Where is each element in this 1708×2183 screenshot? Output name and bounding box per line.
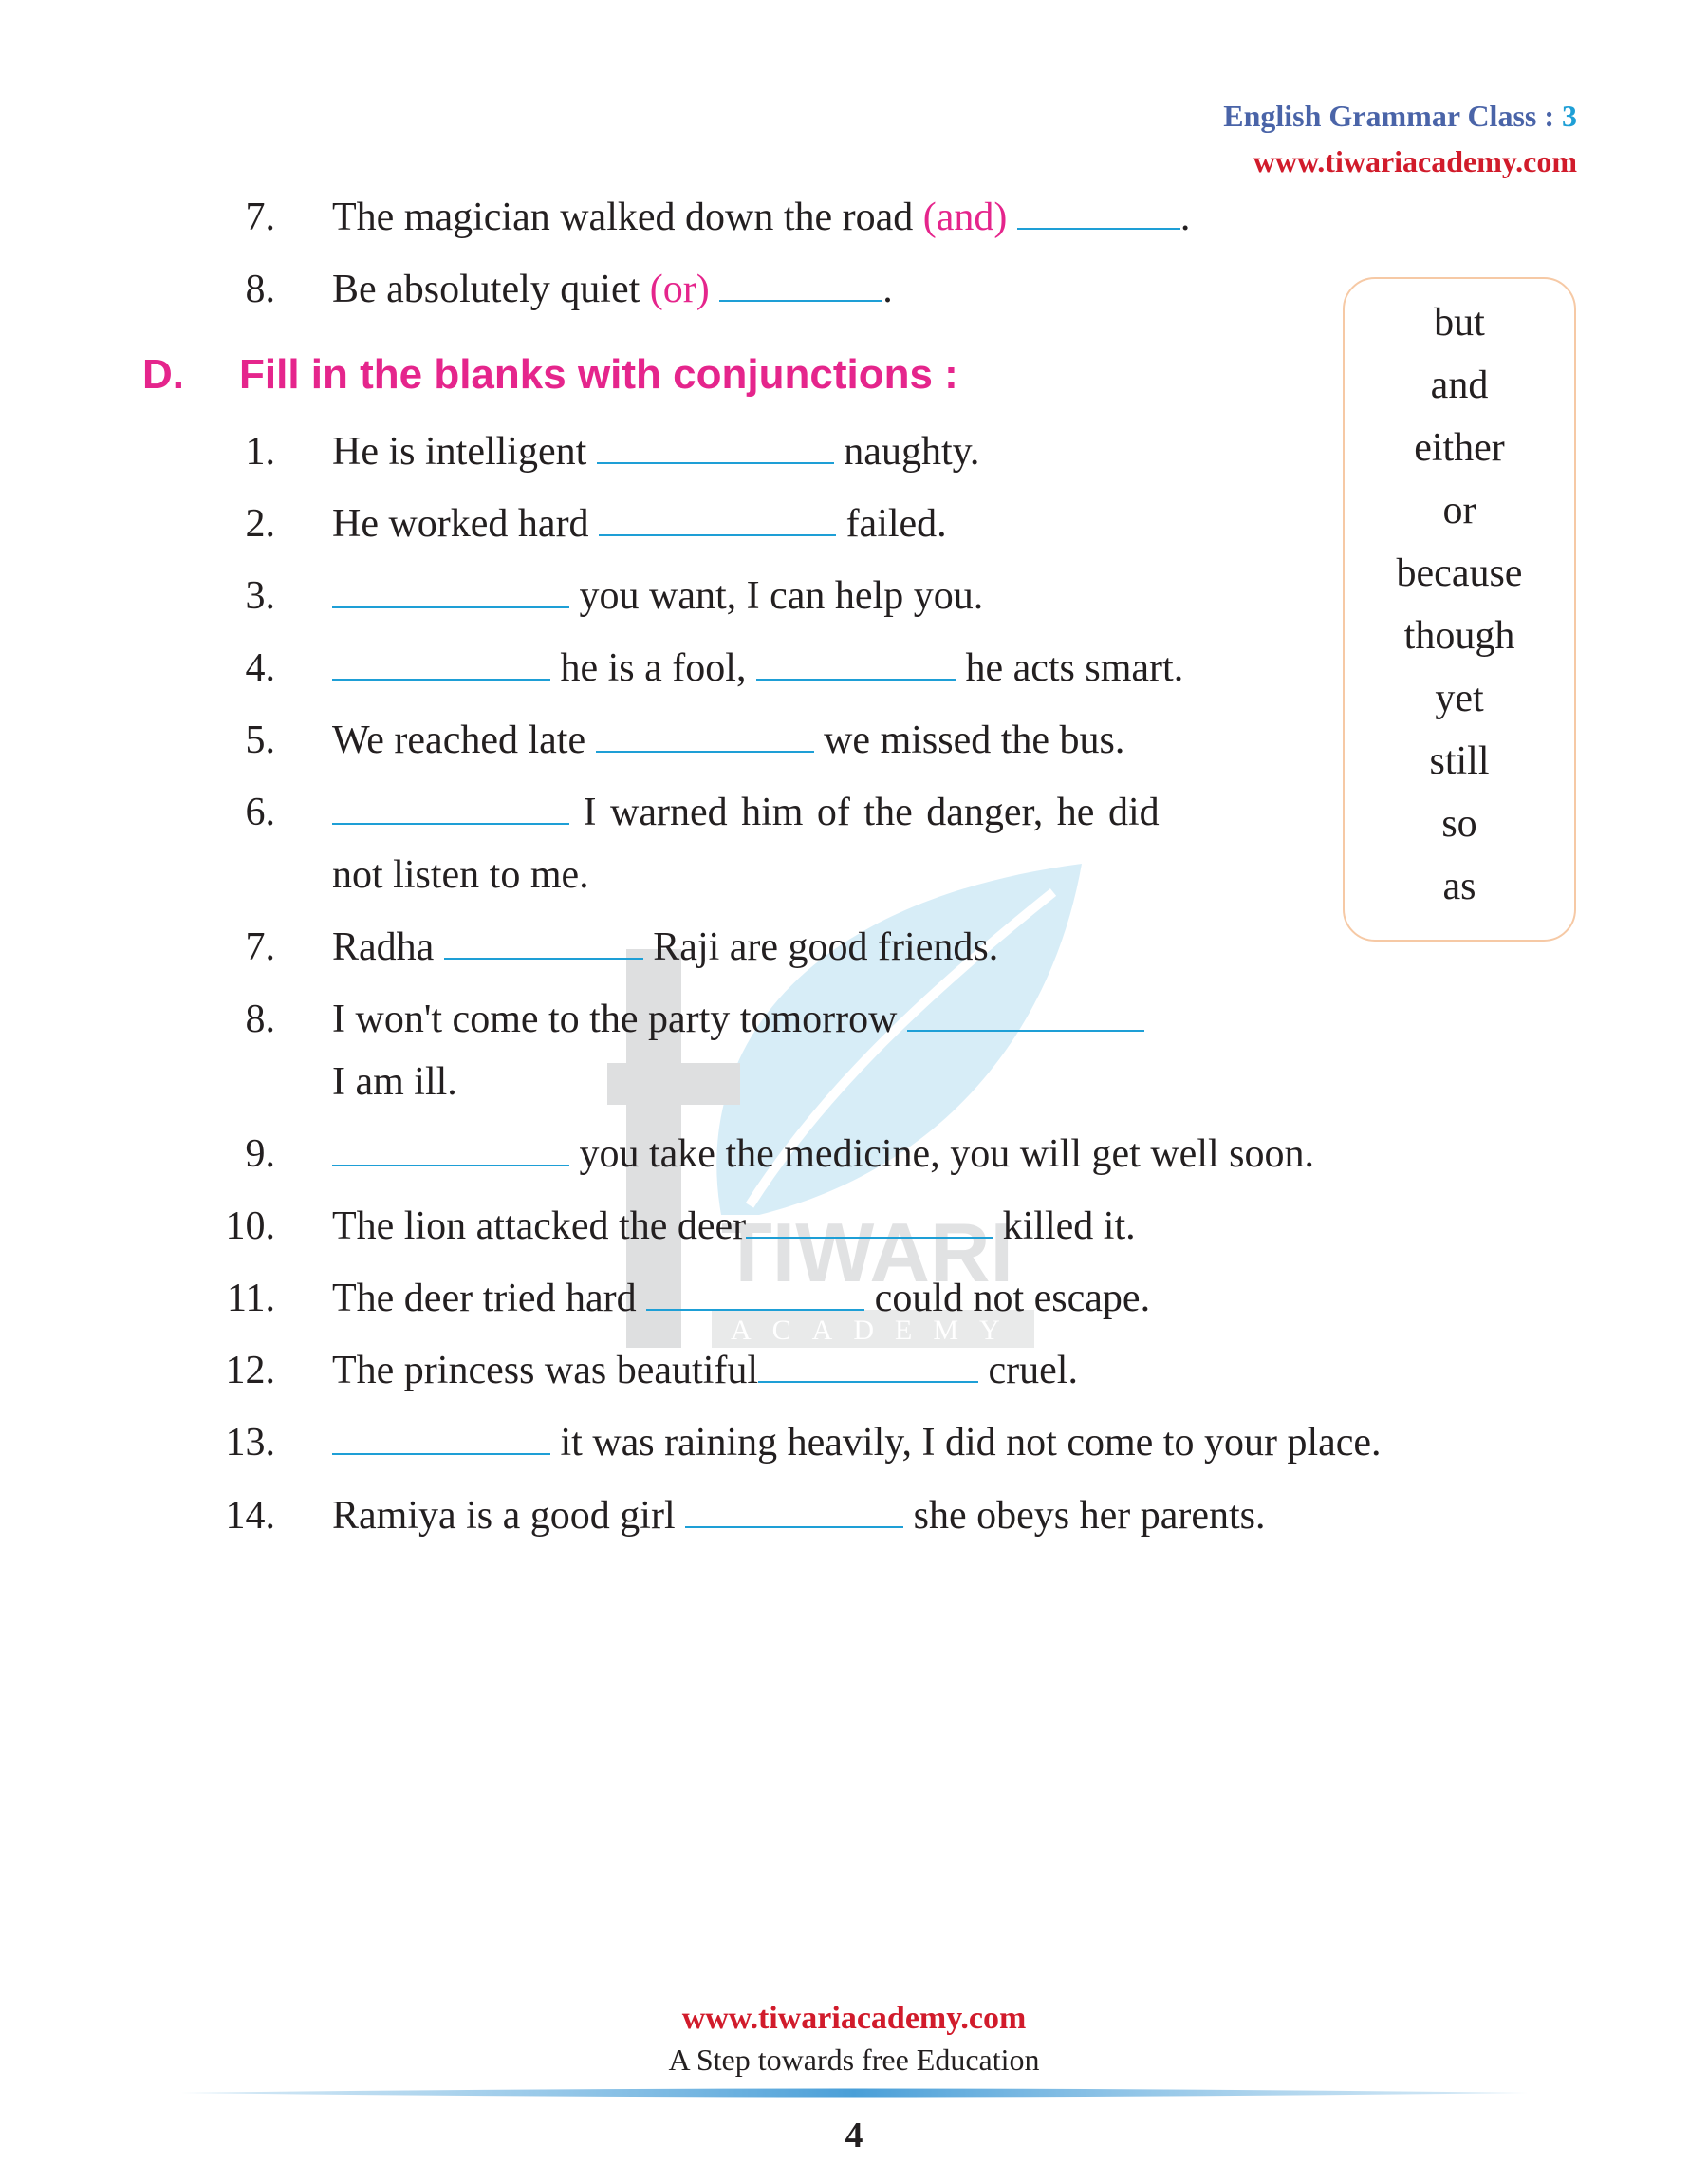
header-url[interactable]: www.tiwariacademy.com [1253, 144, 1577, 178]
word-box-item: as [1442, 865, 1476, 908]
header-class-number: 3 [1562, 99, 1577, 133]
word-box-item: so [1441, 802, 1477, 846]
section-letter: D. [142, 351, 184, 398]
answer-blank[interactable] [332, 646, 550, 681]
answer-blank[interactable] [719, 268, 882, 302]
answer-blank[interactable] [332, 1132, 569, 1166]
word-box-item: though [1403, 614, 1515, 658]
word-box-item: or [1442, 489, 1476, 532]
answer-blank[interactable] [599, 502, 836, 536]
word-box-item: and [1430, 364, 1489, 407]
conjunction-word-box [1343, 277, 1576, 942]
watermark-sub: ACADEMY [731, 1315, 1021, 1346]
header-title-text: English Grammar Class : [1223, 99, 1562, 133]
word-box-item: yet [1435, 677, 1484, 720]
answer-blank[interactable] [332, 791, 569, 825]
answer-blank[interactable] [746, 1204, 993, 1239]
footer-url[interactable]: www.tiwariacademy.com [681, 2001, 1027, 2036]
answer-blank[interactable] [332, 574, 569, 608]
answer-blank[interactable] [332, 1421, 550, 1455]
answer-blank[interactable] [758, 1349, 978, 1383]
word-box-item: still [1429, 739, 1490, 783]
answer-blank[interactable] [596, 718, 814, 753]
page-number: 4 [845, 2116, 863, 2155]
answer-blank[interactable] [597, 430, 834, 464]
answer-blank[interactable] [685, 1494, 903, 1528]
hint-and: (and) [922, 196, 1008, 239]
word-box-item: but [1434, 301, 1485, 345]
word-box-item: either [1414, 426, 1505, 470]
footer-divider [180, 2086, 1528, 2099]
header-title [1223, 99, 1577, 134]
hint-or: (or) [649, 268, 710, 311]
letter-t-bar [607, 1063, 740, 1105]
watermark-name: TIWARI [721, 1205, 1013, 1299]
answer-blank[interactable] [444, 925, 643, 960]
answer-blank[interactable] [1017, 196, 1180, 230]
answer-blank[interactable] [756, 646, 956, 681]
section-title: Fill in the blanks with conjunctions : [239, 351, 958, 398]
answer-blank[interactable] [907, 998, 1144, 1032]
footer-tagline: A Step towards free Education [668, 2043, 1040, 2077]
word-box-item: because [1396, 551, 1523, 595]
answer-blank[interactable] [646, 1277, 864, 1311]
